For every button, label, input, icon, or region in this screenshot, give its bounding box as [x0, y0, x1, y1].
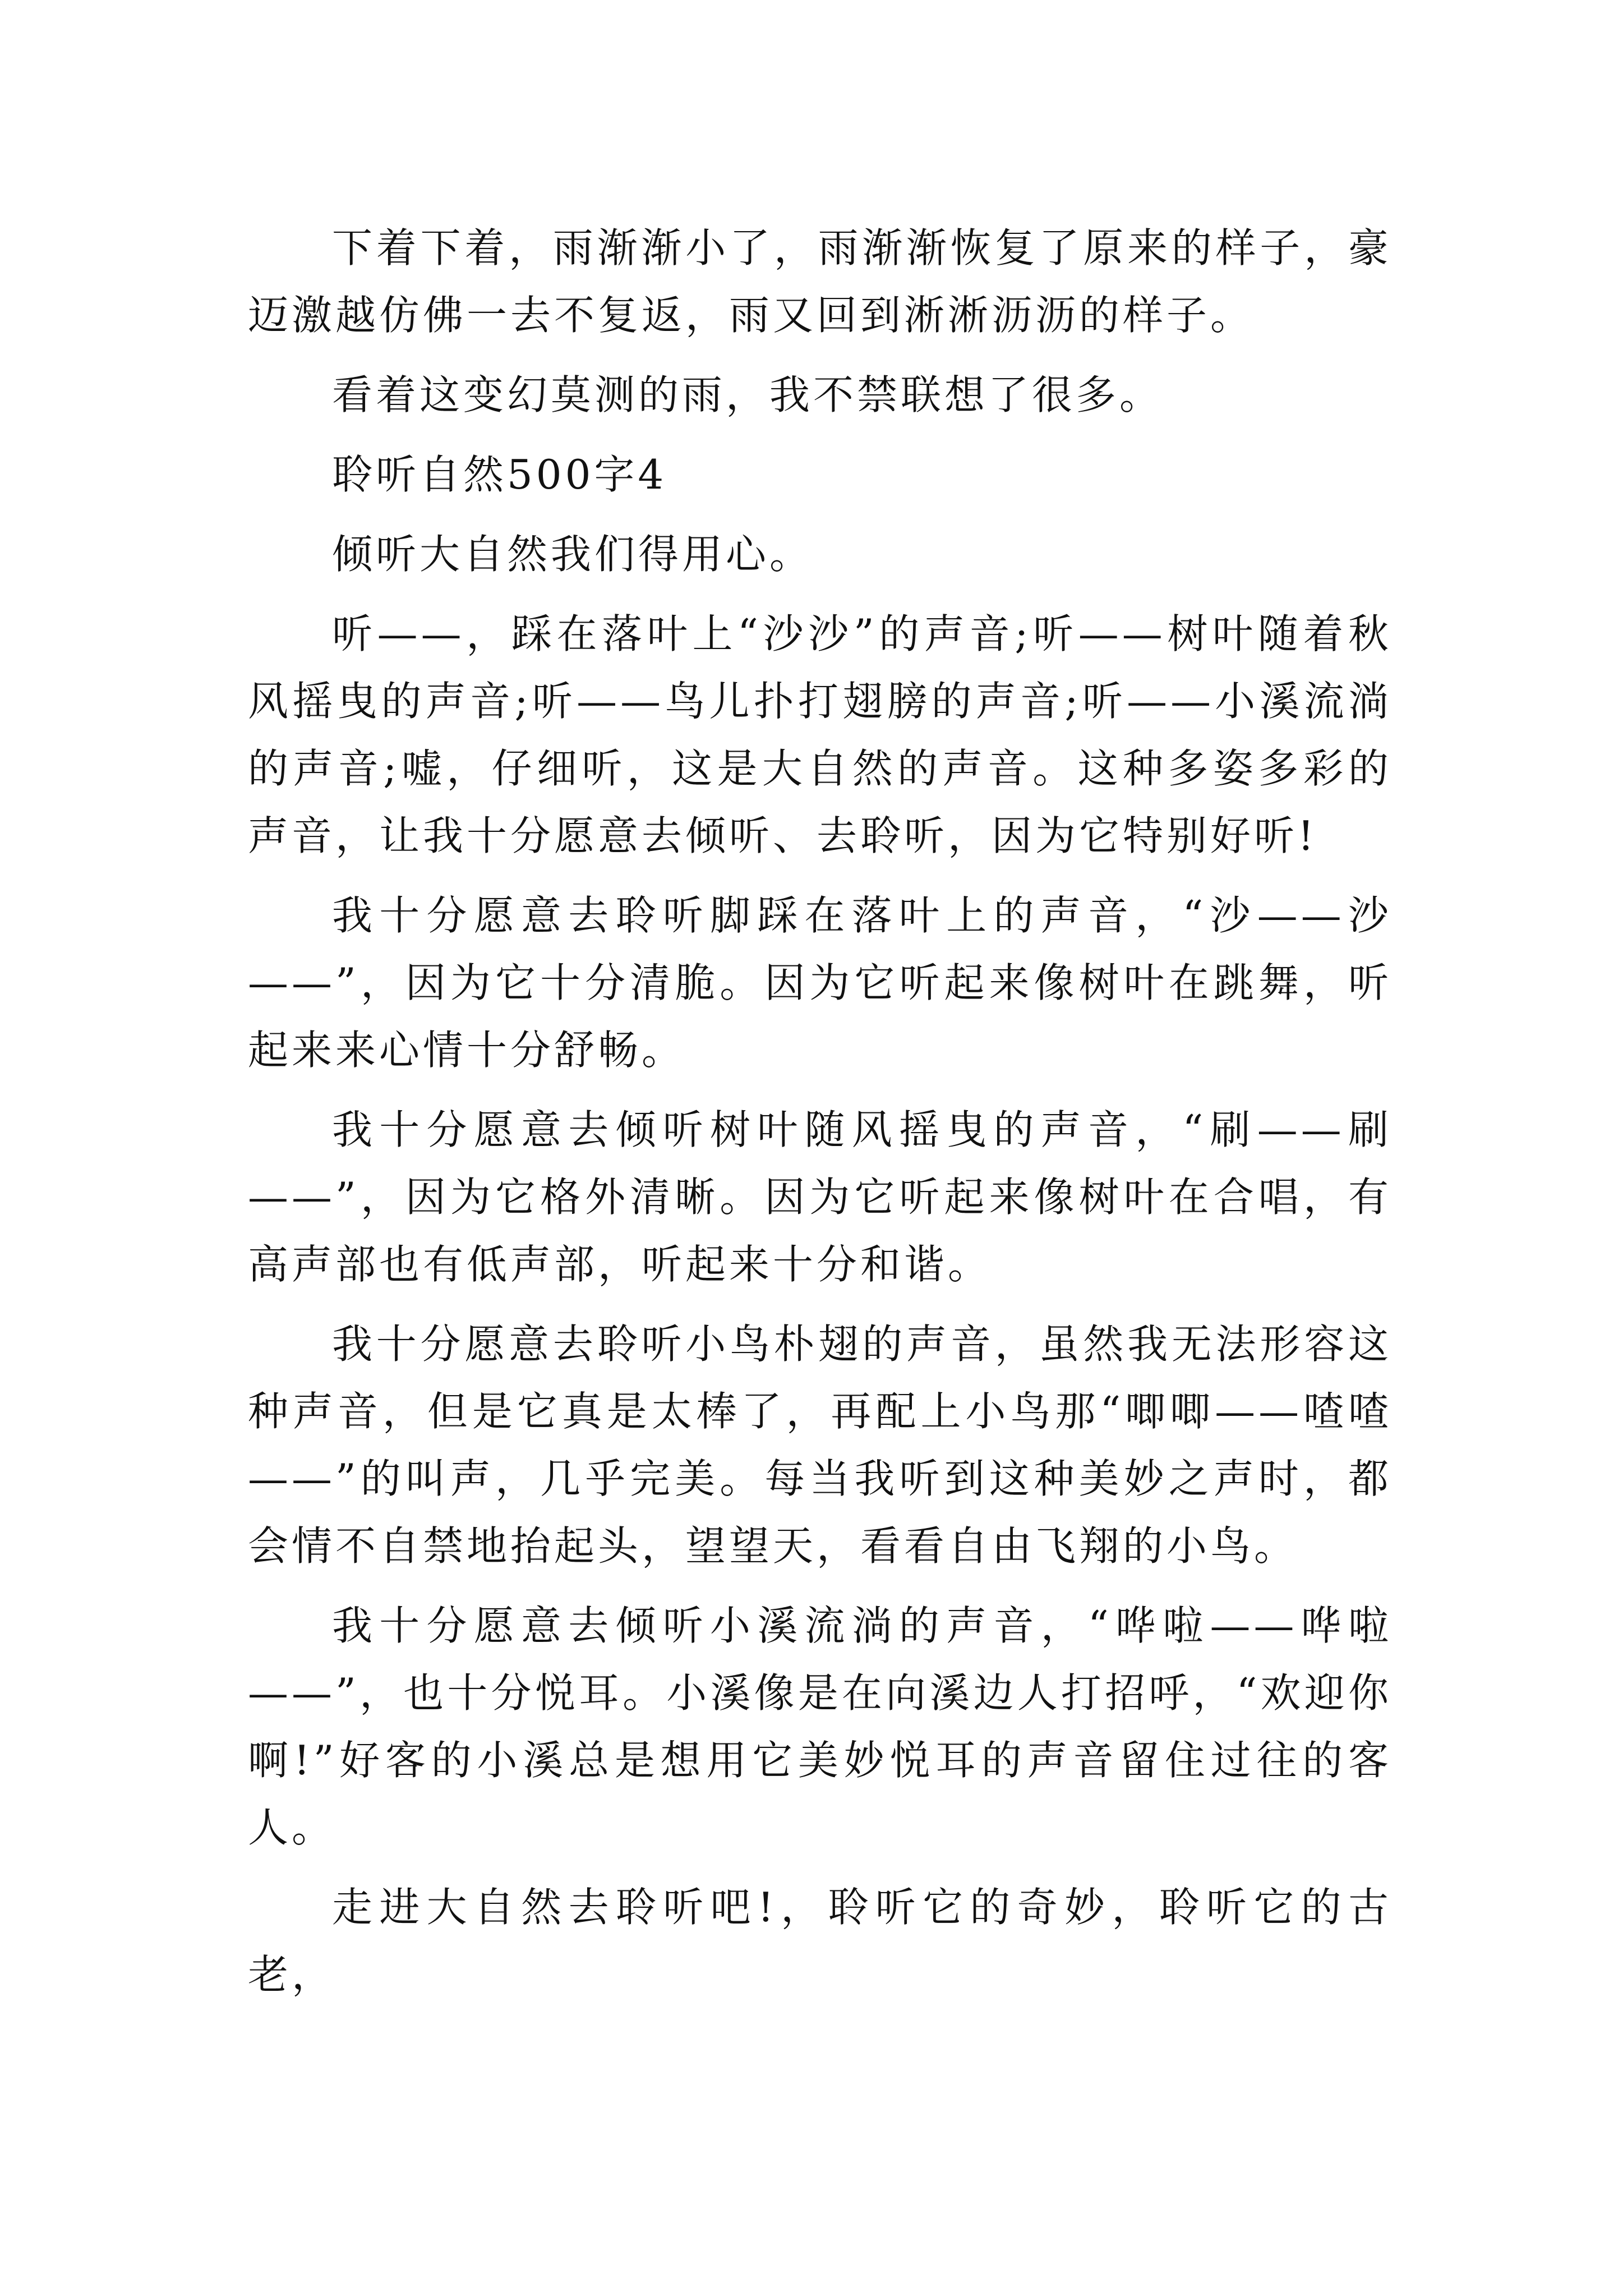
paragraph-rain-reflection: 看着这变幻莫测的雨，我不禁联想了很多。 — [332, 371, 1164, 418]
paragraph-bird-wings: 我十分愿意去聆听小鸟朴翅的声音，虽然我无法形容这种声音，但是它真是太棒了，再配上小鸟那“唧唧——喳喳——”的叫声，几乎完美。每当我听到这种美妙之声时，都会情不自禁地抬起头，望望天，看看自由飞翔的小鸟。 — [248, 1320, 1392, 1570]
paragraph-fallen-leaves: 我十分愿意去聆听脚踩在落叶上的声音，“沙——沙——”，因为它十分清脆。因为它听起来像树叶在跳舞，听起来来心情十分舒畅。 — [248, 892, 1392, 1074]
section-heading: 聆听自然500字4 — [332, 451, 667, 498]
paragraph-listen-with-heart: 倾听大自然我们得用心。 — [332, 531, 814, 578]
paragraph-rain-easing: 下着下着，雨渐渐小了，雨渐渐恢复了原来的样子，豪迈激越仿佛一去不复返，雨又回到淅淅沥沥的样子。 — [248, 224, 1392, 339]
paragraph-closing: 走进大自然去聆听吧!，聆听它的奇妙，聆听它的古老， — [248, 1884, 1392, 1998]
paragraph-flowing-stream: 我十分愿意去倾听小溪流淌的声音，“哗啦——哗啦——”，也十分悦耳。小溪像是在向溪边人打招呼，“欢迎你啊!”好客的小溪总是想用它美妙悦耳的声音留住过往的客人。 — [248, 1602, 1392, 1851]
paragraph-swaying-leaves: 我十分愿意去倾听树叶随风摇曳的声音，“刷——刷——”，因为它格外清晰。因为它听起来像树叶在合唱，有高声部也有低声部，听起来十分和谐。 — [248, 1106, 1392, 1288]
paragraph-nature-sounds: 听——，踩在落叶上“沙沙”的声音;听——树叶随着秋风摇曳的声音;听——鸟儿扑打翅膀的声音;听——小溪流淌的声音;嘘，仔细听，这是大自然的声音。这种多姿多彩的声音，让我十分愿意去倾听、去聆听，因为它特别好听! — [248, 610, 1392, 859]
document-body — [248, 214, 1392, 2021]
